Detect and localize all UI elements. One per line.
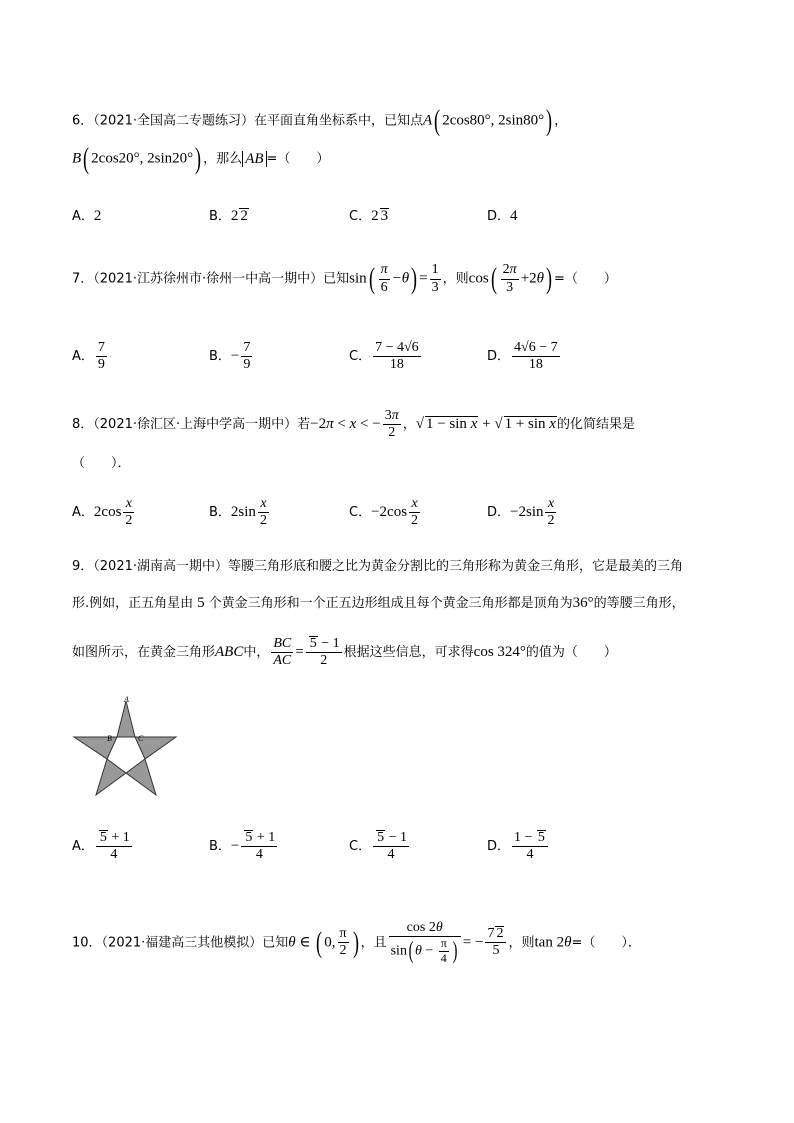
q9-opt-d-label: D． [487, 839, 511, 855]
q6-paren-open: ( [434, 104, 441, 137]
q9-opt-b-frac: $\frac{5 + 1}{4}$ [241, 830, 277, 863]
q6-equals: =（ ） [266, 151, 330, 167]
q6-option-a[interactable] [72, 205, 101, 225]
q7-frac-pi6: $\frac{\pi}{6}$ [380, 262, 388, 295]
question-9 [72, 555, 683, 574]
q9-frac-bc-ac: $\frac{BC}{AC}$ [273, 636, 292, 669]
q7-opt-a-label: A． [72, 349, 94, 365]
q6-opt-a-label: A． [72, 209, 94, 224]
q7-frac-2pi3: $\frac{2\pi}{3}$ [502, 262, 517, 295]
q8-opt-a-coef: 2cos [93, 504, 122, 521]
q10-zero: 0, [324, 934, 336, 951]
q7-opt-b-label: B． [209, 349, 231, 365]
q9-option-c[interactable] [349, 830, 411, 863]
q9-five: 5 [197, 595, 205, 611]
q8-number: 8． [72, 417, 94, 433]
q7-paren2-close: ) [546, 262, 553, 295]
q9-option-d[interactable] [487, 830, 550, 863]
q9-line2a: 形.例如，正五角星由 [72, 596, 194, 611]
q6-number: 6． [72, 113, 94, 129]
q8-if: 若 [297, 417, 311, 433]
q6-option-c[interactable] [349, 205, 389, 225]
q10-tan: tan 2θ [534, 934, 572, 951]
q7-paren: ( [368, 262, 375, 295]
q9-line3d: 的值为（ ） [525, 645, 617, 661]
q10-frac-rhs: $\frac{7 2}{5}$ [485, 926, 506, 959]
q10-known: 已知 [262, 935, 289, 951]
q6-opt-b-value: 2 2 [230, 208, 248, 224]
q8-frac-3pi2: $\frac{3\pi}{2}$ [384, 408, 399, 441]
q9-opt-c-frac: $\frac{5 - 1}{4}$ [373, 830, 409, 863]
q7-eq: = [419, 270, 428, 287]
q6-source: （2021·全国高二专题练习） [93, 113, 254, 129]
q8-comma: ， [402, 417, 416, 433]
q8-opt-b-label: B． [209, 505, 231, 521]
q7-source: （2021·江苏徐州市·徐州一中高一期中） [93, 271, 324, 287]
q6b-paren-close: ) [195, 142, 202, 175]
q10-paren-close: ) [352, 925, 359, 959]
question-6 [72, 104, 567, 138]
q8-opt-c-frac: $\frac{x}{2}$ [411, 496, 419, 529]
q9-eq: = [295, 644, 304, 661]
question-9-line2 [72, 592, 685, 612]
q7-opt-c-frac: $\frac{7 - 4√6}{18}$ [375, 340, 419, 373]
star-label-c: C [138, 734, 144, 743]
q7-number: 7． [72, 271, 94, 287]
q9-opt-a-label: A． [72, 839, 94, 855]
q10-main-frac: cos 2θ sin( θ − $\frac{\pi}{4}$ ) [389, 920, 461, 966]
q9-opt-d-frac: $\frac{1 - 5}{4}$ [512, 830, 548, 863]
q8-option-a[interactable] [72, 496, 136, 529]
q7-opt-d-frac: $\frac{4√6 - 7}{18}$ [514, 340, 558, 373]
q10-and: ，且 [360, 935, 387, 951]
q8-line2: （ ）． [72, 456, 131, 471]
q9-number: 9． [72, 559, 94, 574]
q6-option-b[interactable] [209, 205, 249, 225]
q6b-paren-open: ( [83, 142, 90, 175]
q6-opt-b-label: B． [209, 209, 231, 224]
q9-option-a[interactable] [72, 830, 134, 863]
q9-opt-b-minus: − [230, 838, 240, 855]
q10-eq: = − [462, 934, 484, 951]
q6-opt-d-label: D． [487, 209, 511, 224]
q6-opt-c-value: 2 3 [371, 208, 389, 224]
q8-source: （2021·徐汇区·上海中学高一期中） [93, 417, 298, 433]
q8-opt-d-frac: $\frac{x}{2}$ [547, 496, 555, 529]
q7-frac-13: $\frac{1}{3}$ [431, 262, 439, 295]
q6-option-d[interactable] [487, 205, 518, 225]
q7-known: 已知 [323, 271, 350, 287]
q7-option-d[interactable] [487, 340, 562, 373]
q9-source: （2021·湖南高一期中） [93, 559, 228, 574]
q7-option-c[interactable] [349, 340, 423, 373]
q9-line3c: 根据这些信息，可求得 [343, 645, 474, 661]
q6-opt-d-value: 4 [510, 208, 518, 224]
q8-sqrt-expr: √ 1 − sin x + √ 1 + sin x [415, 416, 556, 433]
q7-then: ，则 [442, 271, 469, 287]
q7-plus-2theta: +2θ [520, 270, 545, 287]
q9-frac-golden: $\frac{5 - 1}{2}$ [306, 636, 342, 669]
q8-opt-d-coef: −2sin [510, 504, 544, 521]
q6-point-b: B [72, 150, 82, 167]
q8-ineq: −2π < x < − [310, 416, 381, 433]
q10-equals: =（ ）． [571, 935, 641, 951]
q6-coords-b: 2cos20°, 2sin20° [91, 150, 194, 167]
q9-angle: 36° [572, 595, 594, 611]
star-label-b: B [107, 734, 112, 743]
q6-opt-a-value: 2 [93, 208, 102, 224]
q8-option-b[interactable] [209, 496, 271, 529]
q9-line3b: 中， [243, 645, 270, 661]
q8-opt-a-frac: $\frac{x}{2}$ [125, 496, 133, 529]
question-7 [72, 262, 617, 296]
q6-coords-a: 2cos80°, 2sin80° [442, 112, 545, 129]
q10-in: ∈ [295, 934, 315, 951]
q6-paren-close: ) [546, 104, 553, 137]
q6-comma: ， [554, 113, 568, 129]
q9-opt-c-label: C． [349, 839, 372, 855]
q10-number: 10． [72, 935, 102, 951]
q7-sin: sin [349, 270, 367, 287]
q8-opt-b-coef: 2sin [230, 504, 256, 521]
q8-opt-c-coef: −2cos [371, 504, 408, 521]
q7-opt-a-frac: $\frac{7}{9}$ [97, 340, 105, 373]
q9-line1: 等腰三角形底和腰之比为黄金分割比的三角形称为黄金三角形，它是最美的三角 [228, 559, 684, 574]
q7-paren-close: ) [411, 262, 418, 295]
question-9-line3 [72, 636, 617, 669]
star-label-a: A [124, 695, 129, 704]
q7-minus-theta: −θ [391, 270, 410, 287]
q6-then: ，那么 [203, 151, 243, 167]
q9-option-b[interactable] [209, 830, 279, 863]
q9-opt-b-label: B． [209, 839, 231, 855]
q10-frac-pi2: $\frac{\pi}{2}$ [339, 926, 347, 959]
q8-option-c[interactable] [349, 496, 422, 529]
q9-line2b: 个黄金三角形和一个正五边形组成且每个黄金三角形都是顶角为 [208, 596, 573, 611]
q7-option-a[interactable] [72, 340, 109, 373]
q10-source: （2021·福建高三其他模拟） [101, 935, 263, 951]
question-8-line2 [72, 452, 131, 471]
star-figure [70, 695, 182, 801]
q6-abs-ab: AB [242, 151, 266, 168]
q7-opt-b-minus: − [230, 348, 240, 365]
q8-opt-a-label: A． [72, 505, 94, 521]
q10-paren-open: ( [316, 925, 323, 959]
q8-opt-d-label: D． [487, 505, 511, 521]
q9-cos-expr: cos 324° [473, 644, 526, 661]
q10-then: ，则 [508, 935, 535, 951]
question-10 [72, 920, 641, 966]
q7-opt-d-label: D． [487, 349, 511, 365]
q7-option-b[interactable] [209, 340, 254, 373]
q7-opt-b-frac: $\frac{7}{9}$ [243, 340, 251, 373]
q8-option-d[interactable] [487, 496, 558, 529]
q8-opt-c-label: C． [349, 505, 372, 521]
question-6-line2 [72, 142, 329, 176]
q7-cos: cos [468, 270, 489, 287]
q7-paren2: ( [490, 262, 497, 295]
question-8 [72, 408, 635, 441]
q7-equals: =（ ） [554, 271, 617, 287]
q6-opt-c-label: C． [349, 209, 372, 224]
q9-triangle: ABC [215, 644, 244, 661]
q9-opt-a-frac: $\frac{5 + 1}{4}$ [96, 830, 132, 863]
q6-point-a: A [423, 112, 433, 129]
q8-tail: 的化简结果是 [556, 417, 635, 433]
q10-theta-in: θ [288, 934, 296, 951]
q6-text: 在平面直角坐标系中，已知点 [254, 113, 424, 129]
q7-opt-c-label: C． [349, 349, 372, 365]
q9-line2c: 的等腰三角形， [593, 596, 685, 611]
q8-opt-b-frac: $\frac{x}{2}$ [259, 496, 267, 529]
q9-line3a: 如图所示，在黄金三角形 [72, 645, 216, 661]
